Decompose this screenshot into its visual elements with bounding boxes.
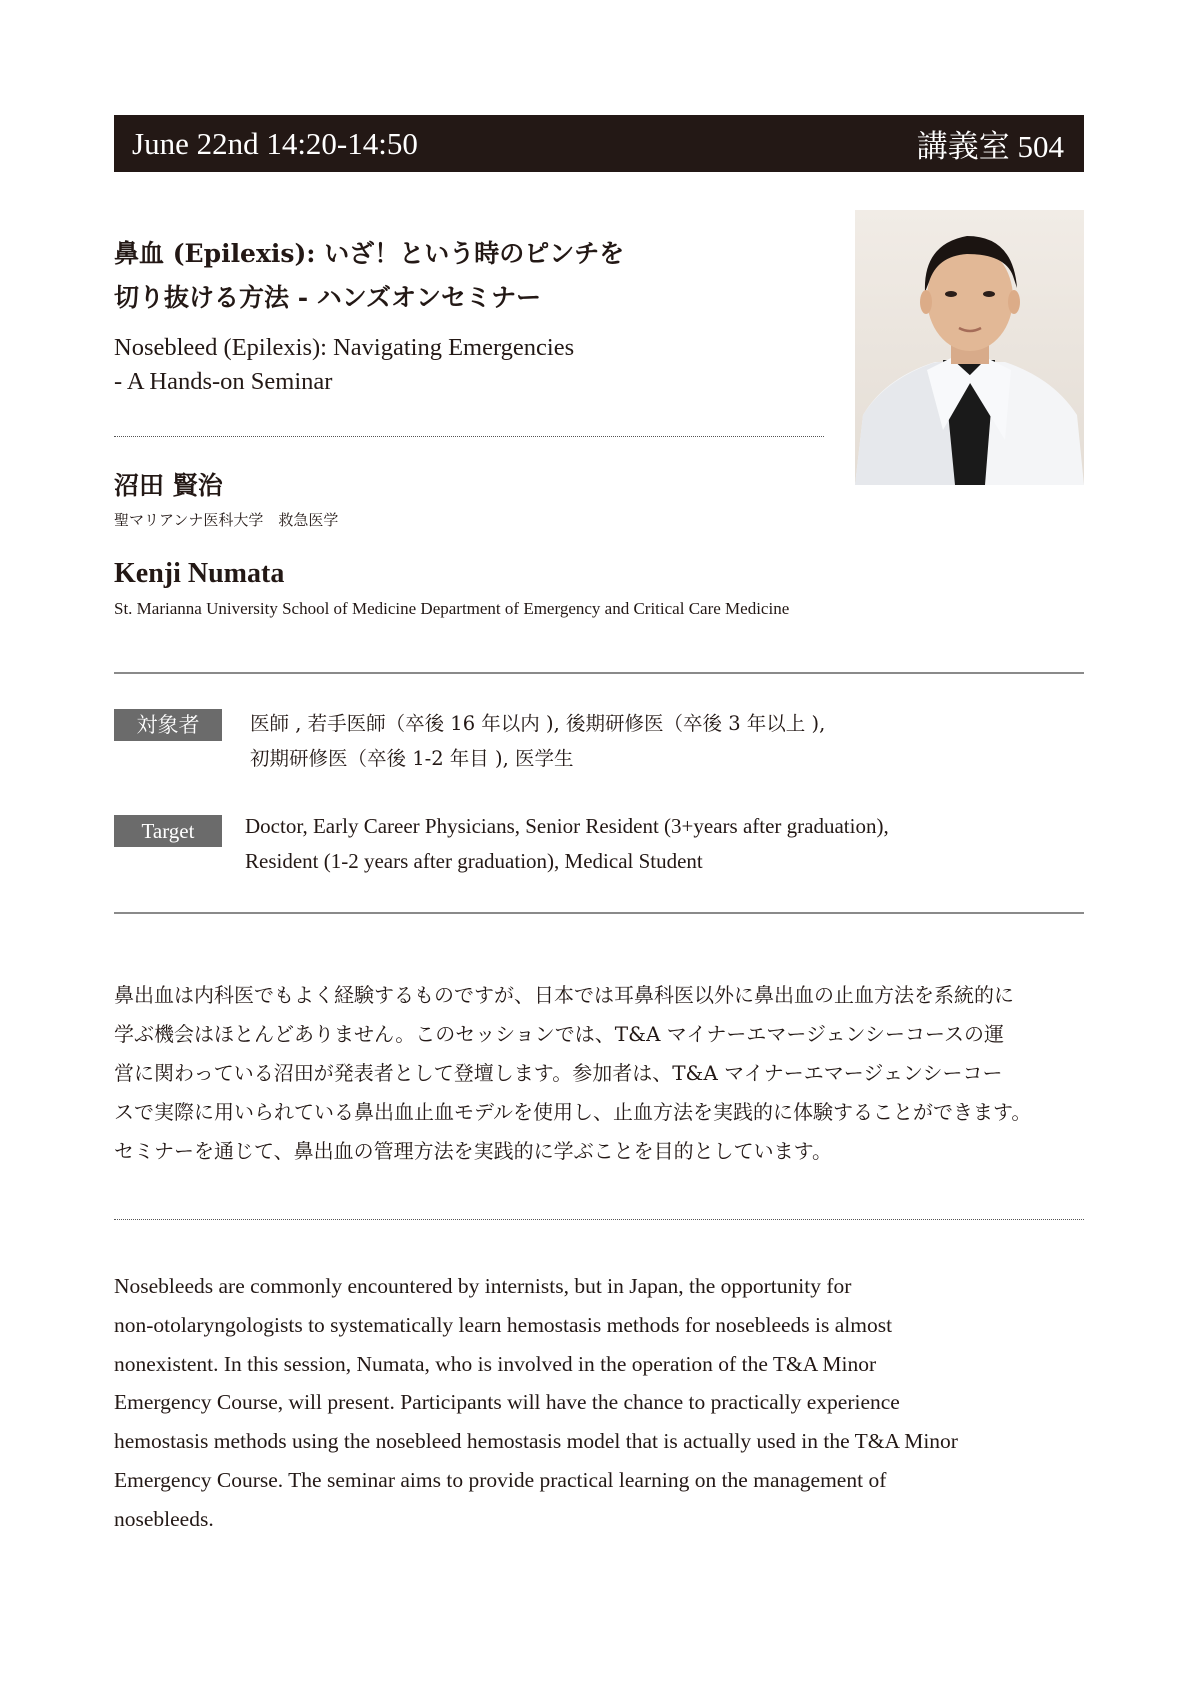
dotted-divider	[114, 436, 824, 437]
speaker-affiliation-ja: 聖マリアンナ医科大学 救急医学	[114, 511, 339, 529]
abstract-en-line: nosebleeds.	[114, 1506, 214, 1531]
abstract-en-line: nonexistent. In this session, Numata, who is involved in the operation of the T&A Minor	[114, 1351, 877, 1376]
target-label-ja: 対象者	[114, 709, 222, 741]
speaker-name-en: Kenji Numata	[114, 558, 285, 589]
dotted-divider	[114, 1219, 1084, 1220]
target-audience-en	[245, 809, 889, 879]
abstract-ja-line: 営に関わっている沼田が発表者として登壇します。参加者は、T&A マイナーエマージェンシーコー	[114, 1061, 1003, 1085]
abstract-en-line: Emergency Course, will present. Participants will have the chance to practically experience	[114, 1390, 900, 1415]
abstract-ja-line: セミナーを通じて、鼻出血の管理方法を実践的に学ぶことを目的としています。	[114, 1139, 832, 1163]
title-en-line: - A Hands-on Seminar	[114, 368, 333, 395]
target-line-en: Doctor, Early Career Physicians, Senior Resident (3+years after graduation),	[245, 814, 889, 838]
target-line-ja: 医師 , 若手医師（卒後 16 年以内 ), 後期研修医（卒後 3 年以上 ),	[250, 712, 826, 735]
abstract-ja	[114, 976, 1089, 1171]
speaker-affiliation-en: St. Marianna University School of Medicine Department of Emergency and Critical Care Medicine	[114, 599, 790, 618]
abstract-ja-line: 学ぶ機会はほとんどありません。このセッションでは、T&A マイナーエマージェンシーコースの運	[114, 1022, 1005, 1046]
abstract-en-line: Emergency Course. The seminar aims to provide practical learning on the management of	[114, 1467, 887, 1492]
session-header-bar	[114, 115, 1084, 172]
target-line-ja: 初期研修医（卒後 1-2 年目 ), 医学生	[250, 747, 574, 770]
abstract-en-line: non-otolaryngologists to systematically learn hemostasis methods for nosebleeds is almost	[114, 1312, 893, 1337]
abstract-en-line: hemostasis methods using the nosebleed hemostasis model that is actually used in the T&A Minor	[114, 1429, 958, 1454]
abstract-ja-line: 鼻出血は内科医でもよく経験するものですが、日本では耳鼻科医以外に鼻出血の止血方法を系統的に	[114, 983, 1014, 1007]
title-ja-line: 鼻血 (Epilexis): いざ！という時のピンチを	[114, 239, 625, 268]
target-audience-ja	[250, 706, 825, 776]
abstract-en-line: Nosebleeds are commonly encountered by internists, but in Japan, the opportunity for	[114, 1274, 852, 1298]
section-divider	[114, 672, 1084, 674]
abstract-en	[114, 1267, 1089, 1539]
title-en-line: Nosebleed (Epilexis): Navigating Emergencies	[114, 334, 575, 361]
title-ja	[114, 232, 734, 320]
abstract-ja-line: スで実際に用いられている鼻出血止血モデルを使用し、止血方法を実践的に体験することができます。	[114, 1100, 1032, 1124]
speaker-photo	[855, 210, 1084, 485]
section-divider	[114, 912, 1084, 914]
session-room: 講義室 504	[916, 129, 1064, 164]
speaker-name-ja: 沼田 賢治	[114, 471, 223, 500]
target-line-en: Resident (1-2 years after graduation), Medical Student	[245, 849, 703, 873]
title-ja-line: 切り抜ける方法 - ハンズオンセミナー	[114, 283, 542, 312]
session-datetime: June 22nd 14:20-14:50	[132, 125, 418, 161]
title-en	[114, 331, 734, 399]
target-label-en: Target	[114, 815, 222, 847]
